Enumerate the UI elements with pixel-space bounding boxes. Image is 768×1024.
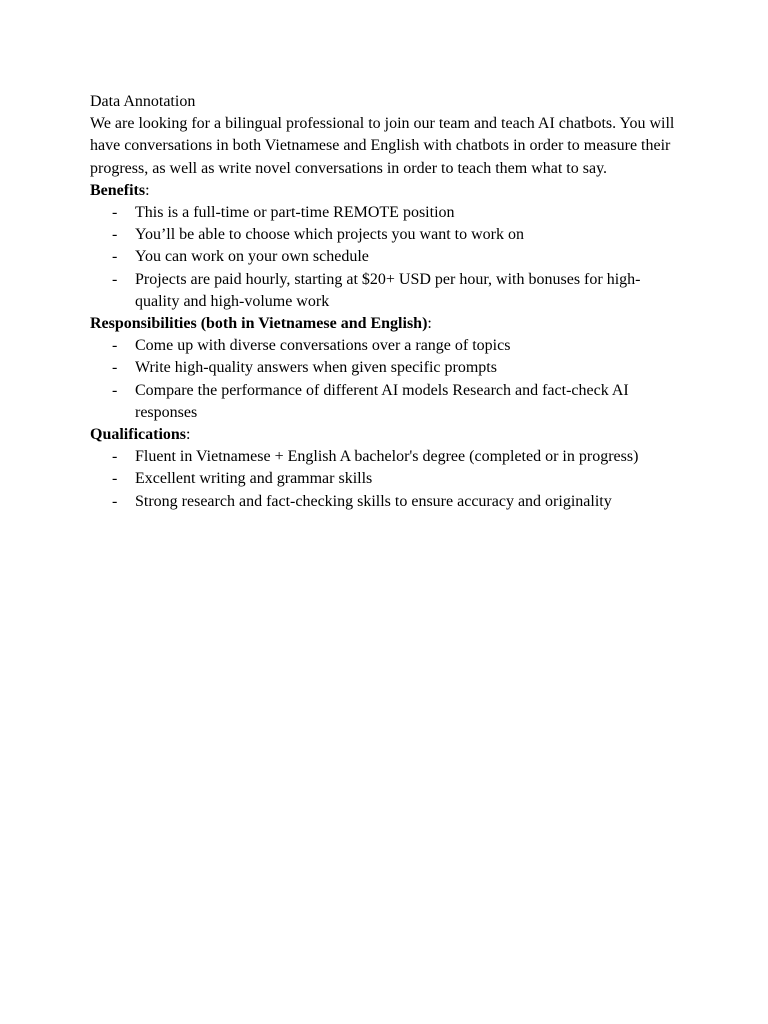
- list-item-text: Fluent in Vietnamese + English A bachelor's degree (completed or in progress): [135, 448, 639, 466]
- list-item: [90, 380, 680, 424]
- list-item-text: This is a full-time or part-time REMOTE position: [135, 204, 455, 222]
- list-item: [90, 335, 680, 357]
- list-item: [90, 468, 680, 490]
- responsibilities-heading-line: [90, 313, 680, 335]
- intro-paragraph: We are looking for a bilingual professional to join our team and teach AI chatbots. You will have conversations in both Vietnamese and English with chatbots in order to measure their progress, as well as write novel conversations in order to teach them what to say.: [90, 115, 675, 177]
- list-item: [90, 246, 680, 268]
- dash-bullet: -: [112, 492, 118, 510]
- list-item: [90, 269, 680, 313]
- list-item: [90, 202, 680, 224]
- list-item-text: Projects are paid hourly, starting at $20+ USD per hour, with bonuses for high-quality and high-volume work: [135, 270, 641, 310]
- responsibilities-heading: Responsibilities (both in Vietnamese and English): [90, 315, 428, 333]
- list-item-text: You can work on your own schedule: [135, 248, 369, 266]
- list-item-text: Write high-quality answers when given specific prompts: [135, 359, 497, 377]
- responsibilities-heading-colon: :: [427, 315, 432, 333]
- dash-bullet: -: [112, 226, 118, 244]
- list-item-text: Excellent writing and grammar skills: [135, 470, 373, 488]
- qualifications-list: [90, 446, 680, 513]
- benefits-list: [90, 202, 680, 313]
- list-item-text: Come up with diverse conversations over a range of topics: [135, 337, 511, 355]
- dash-bullet: -: [112, 359, 118, 377]
- benefits-heading-colon: :: [145, 181, 150, 199]
- qualifications-heading-colon: :: [186, 426, 191, 444]
- dash-bullet: -: [112, 381, 118, 399]
- responsibilities-list: [90, 335, 680, 424]
- dash-bullet: -: [112, 337, 118, 355]
- list-item-text: Strong research and fact-checking skills to ensure accuracy and originality: [135, 492, 612, 510]
- list-item-text: Compare the performance of different AI models Research and fact-check AI responses: [135, 381, 629, 421]
- list-item: [90, 446, 680, 468]
- document-page: [90, 91, 680, 513]
- dash-bullet: -: [112, 204, 118, 222]
- list-item-text: You’ll be able to choose which projects you want to work on: [135, 226, 524, 244]
- list-item: [90, 224, 680, 246]
- list-item: [90, 357, 680, 379]
- dash-bullet: -: [112, 448, 118, 466]
- benefits-heading: Benefits: [90, 181, 146, 199]
- dash-bullet: -: [112, 470, 118, 488]
- document-title: Data Annotation: [90, 93, 196, 110]
- dash-bullet: -: [112, 248, 118, 266]
- qualifications-heading: Qualifications: [90, 426, 187, 444]
- dash-bullet: -: [112, 270, 118, 288]
- qualifications-heading-line: [90, 424, 680, 446]
- list-item: [90, 491, 680, 513]
- benefits-heading-line: [90, 180, 680, 202]
